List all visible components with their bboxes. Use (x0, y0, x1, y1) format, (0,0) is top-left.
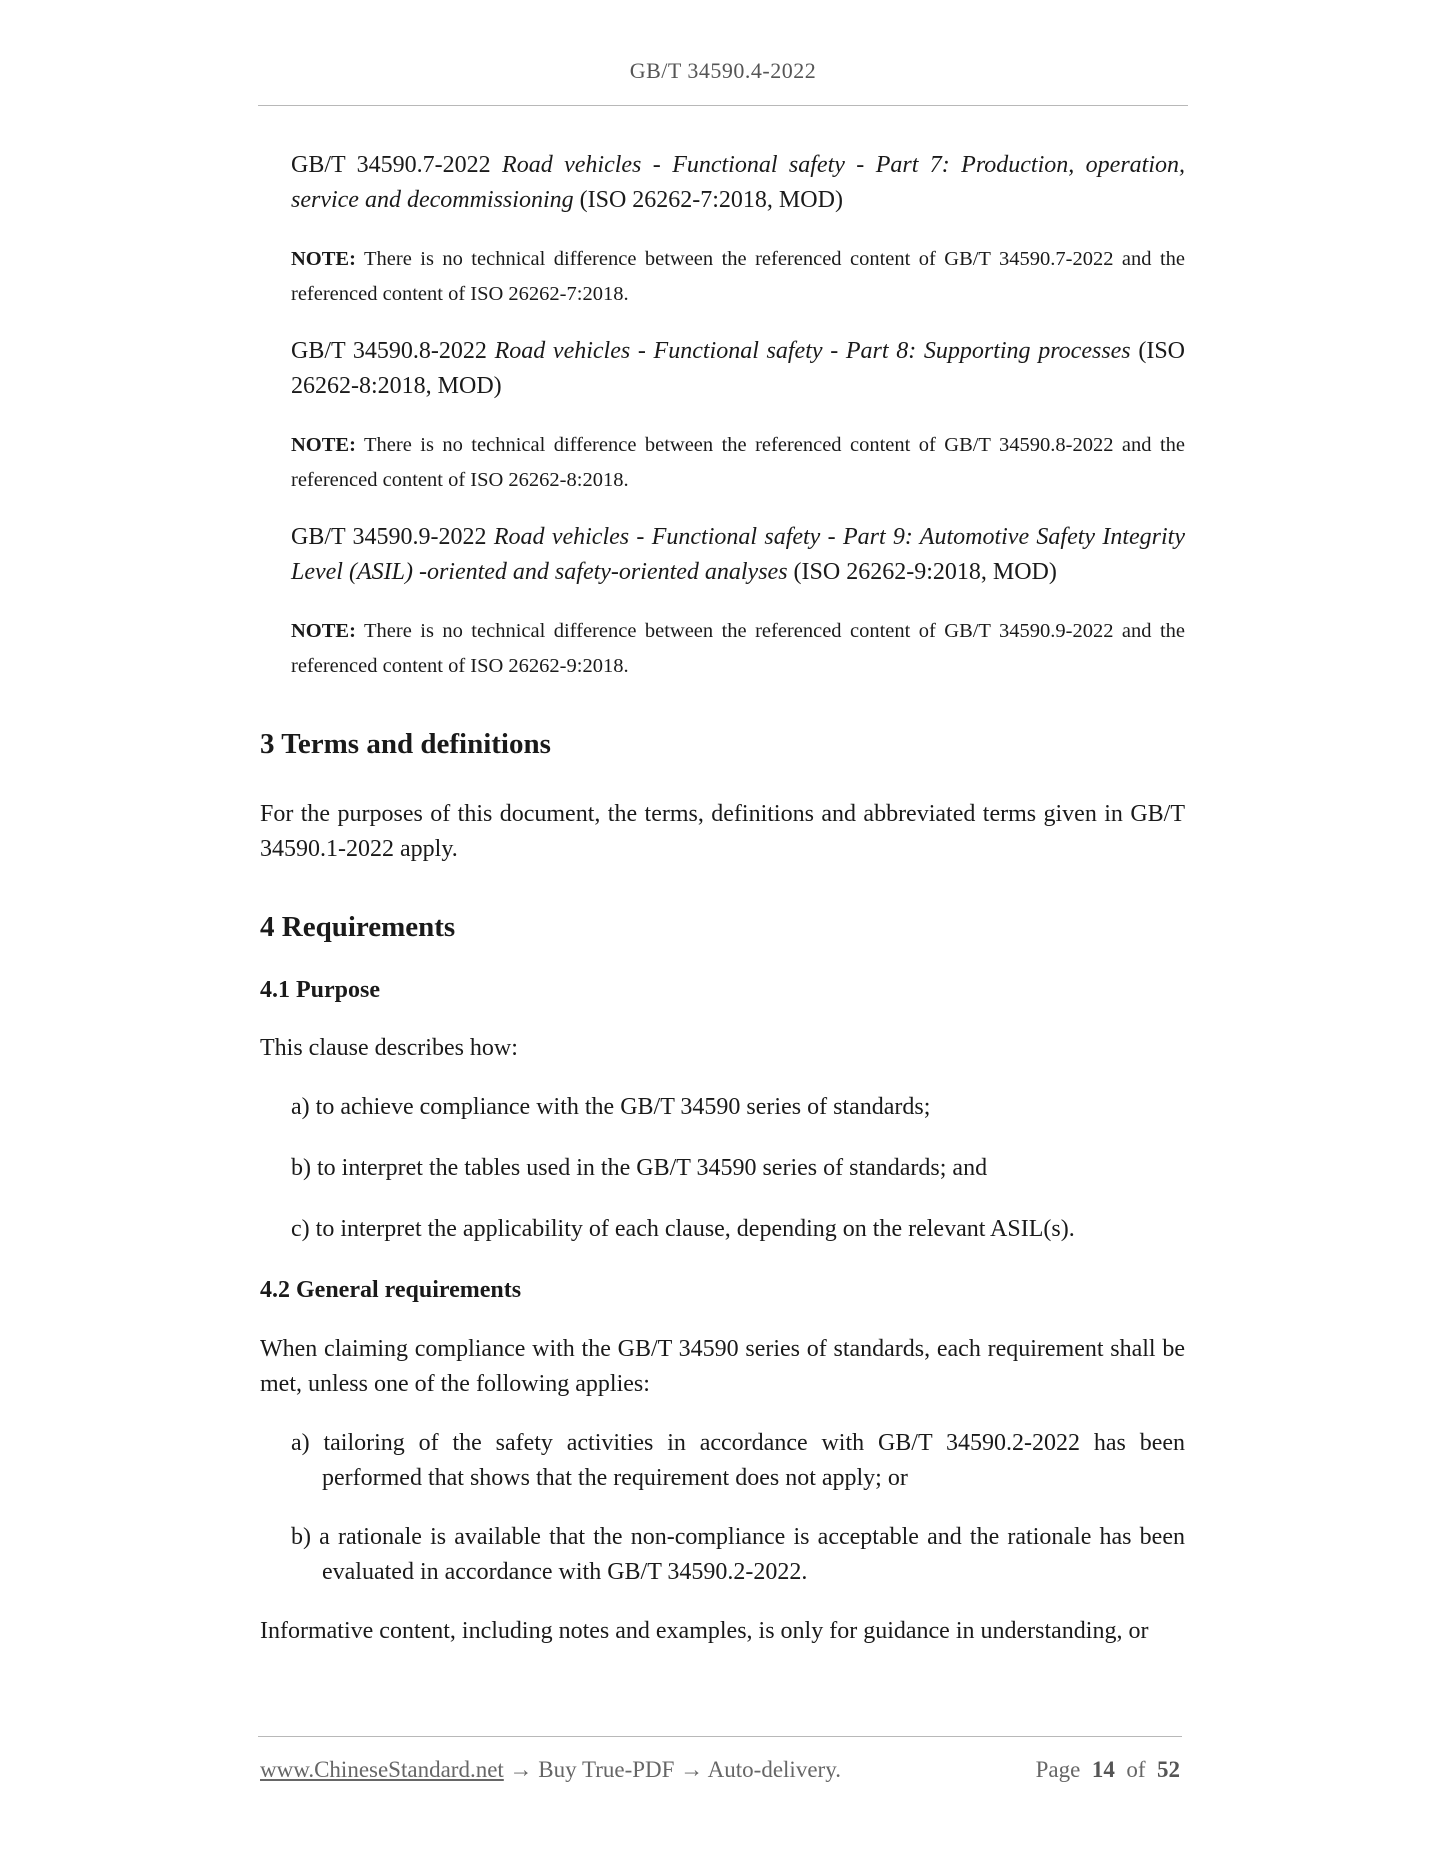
reference-tail: (ISO 26262-9:2018, MOD) (793, 559, 1057, 585)
note-label: NOTE: (291, 434, 356, 456)
note (291, 242, 1185, 312)
note-text: There is no technical difference between the referenced content of GB/T 34590.7-2022 and the referenced content of ISO 26262-7:2018. (291, 248, 1185, 305)
buy-pdf-text: Buy True-PDF (538, 1757, 675, 1782)
list-item: b) a rationale is available that the non-compliance is acceptable and the rationale has been evaluated in accordance with GB/T 34590.2-2022. (291, 1524, 1185, 1585)
page-number (1036, 1757, 1180, 1783)
current-page: 14 (1091, 1757, 1115, 1782)
page-content (260, 148, 1185, 1649)
section-3-text: For the purposes of this document, the terms, definitions and abbreviated terms given in GB/T 34590.1-2022 apply. (260, 801, 1185, 862)
note-text: There is no technical difference between the referenced content of GB/T 34590.8-2022 and the referenced content of ISO 26262-8:2018. (291, 434, 1185, 491)
note-text: There is no technical difference between the referenced content of GB/T 34590.9-2022 and the referenced content of ISO 26262-9:2018. (291, 620, 1185, 677)
reference-entry (291, 520, 1185, 590)
section-3-heading: 3 Terms and definitions (260, 728, 551, 760)
footer-rule (258, 1736, 1182, 1737)
section-4-heading: 4 Requirements (260, 911, 456, 943)
list-item: a) tailoring of the safety activities in accordance with GB/T 34590.2-2022 has been performed that shows that the requirement does not apply; or (291, 1430, 1185, 1491)
section-4-2-heading: 4.2 General requirements (260, 1277, 522, 1303)
note-label: NOTE: (291, 248, 356, 270)
page-footer (260, 1757, 1180, 1783)
reference-title: Road vehicles - Functional safety - Part 9: Automotive Safety Integrity Level (ASIL) -oriented and safety-oriented analyses (291, 524, 1185, 585)
arrow-right-icon: → (509, 1757, 533, 1782)
page-label: Page (1035, 1757, 1081, 1782)
section-4-2-continuation: Informative content, including notes and examples, is only for guidance in understanding, or (260, 1618, 1149, 1644)
reference-title: Road vehicles - Functional safety - Part 8: Supporting processes (494, 338, 1131, 364)
reference-tail: (ISO 26262-8:2018, MOD) (291, 338, 1186, 399)
reference-tail: (ISO 26262-7:2018, MOD) (579, 187, 843, 213)
list-item: a) to achieve compliance with the GB/T 34590 series of standards; (291, 1094, 931, 1120)
reference-code: GB/T 34590.8-2022 (291, 338, 487, 364)
section-4-2-intro: When claiming compliance with the GB/T 34590 series of standards, each requirement shall be met, unless one of the following applies: (260, 1336, 1185, 1397)
reference-code: GB/T 34590.7-2022 (291, 152, 491, 178)
auto-delivery-text: Auto-delivery. (707, 1757, 841, 1782)
reference-title: Road vehicles - Functional safety - Part 7: Production, operation, service and decommissioning (291, 152, 1186, 213)
reference-entry (291, 334, 1185, 404)
of-label: of (1126, 1757, 1146, 1782)
reference-code: GB/T 34590.9-2022 (291, 524, 487, 550)
reference-entry (291, 148, 1185, 218)
total-pages: 52 (1157, 1757, 1180, 1782)
arrow-right-icon: → (680, 1757, 704, 1782)
list-item: c) to interpret the applicability of each clause, depending on the relevant ASIL(s). (291, 1216, 1075, 1242)
website-link[interactable]: www.ChineseStandard.net (260, 1757, 504, 1782)
note-label: NOTE: (291, 620, 356, 642)
running-header: GB/T 34590.4-2022 (629, 58, 817, 83)
note (291, 428, 1185, 498)
list-item: b) to interpret the tables used in the GB/T 34590 series of standards; and (291, 1155, 988, 1181)
section-4-1-heading: 4.1 Purpose (260, 977, 380, 1003)
header-rule (258, 105, 1188, 106)
note (291, 614, 1185, 684)
section-4-1-intro: This clause describes how: (260, 1035, 518, 1061)
